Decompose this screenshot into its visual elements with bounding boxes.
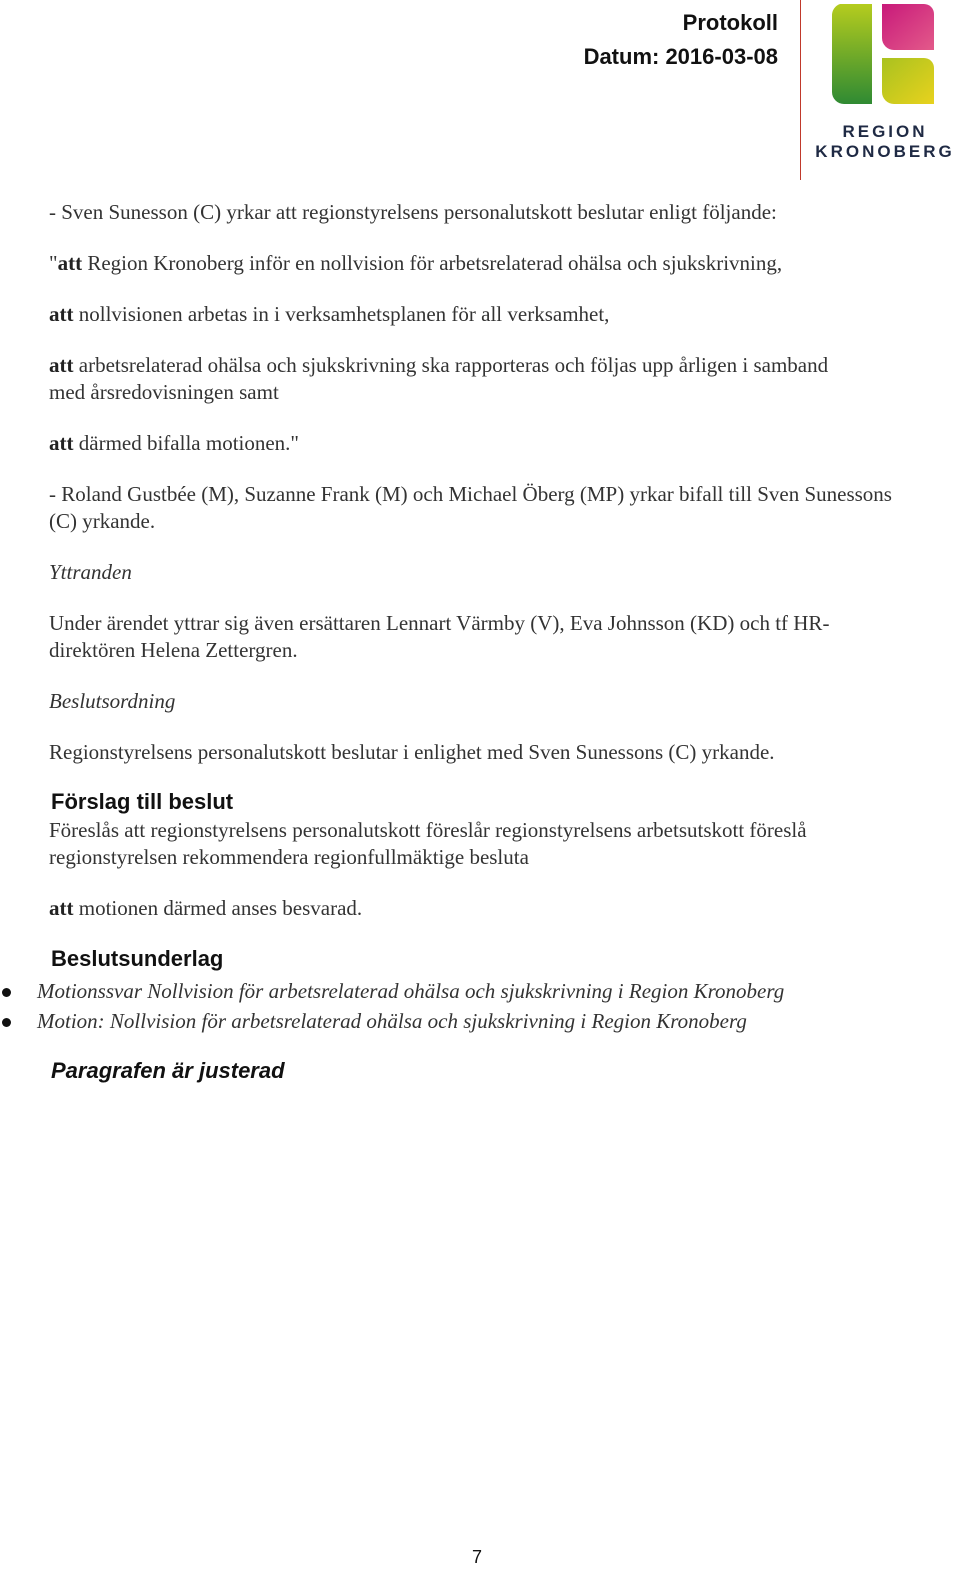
att-keyword: att [49,353,74,377]
bullet-icon [2,988,11,997]
paragraph-yttranden: Under ärendet yttrar sig även ersättaren Lennart Värmby (V), Eva Johnsson (KD) och tf HR-direktören Helena Zettergren. [49,611,830,662]
heading-beslutsunderlag: Beslutsunderlag [51,946,224,971]
beslutsunderlag-list [0,976,900,1036]
document-type: Protokoll [682,10,778,35]
paragraph-justerad: Paragrafen är justerad [51,1058,285,1083]
logo-text-kronoberg: KRONOBERG [815,142,955,161]
paragraph-bifall-yrkande: - Roland Gustbée (M), Suzanne Frank (M) och Michael Öberg (MP) yrkar bifall till Sven Sunessons (C) yrkande. [49,482,892,533]
paragraph-att-verksamhetsplan: att nollvisionen arbetas in i verksamhetsplanen för all verksamhet, [49,302,610,326]
att-keyword: att [49,302,74,326]
heading-beslutsordning: Beslutsordning [49,689,176,713]
att-keyword: att [49,431,74,455]
paragraph-yrkande-sunesson: - Sven Sunesson (C) yrkar att regionstyrelsens personalutskott beslutar enligt följande: [49,200,777,224]
paragraph-att-nollvision: "att Region Kronoberg inför en nollvision för arbetsrelaterad ohälsa och sjukskrivning, [49,251,783,275]
list-item: Motion: Nollvision för arbetsrelaterad ohälsa och sjukskrivning i Region Kronoberg [0,1006,900,1036]
paragraph-att-besvarad: att motionen därmed anses besvarad. [49,896,363,920]
paragraph-beslutsordning: Regionstyrelsens personalutskott beslutar i enlighet med Sven Sunessons (C) yrkande. [49,740,775,764]
paragraph-att-bifalla: att därmed bifalla motionen." [49,431,300,455]
document-header [584,6,778,74]
logo-text-region: REGION [842,122,928,141]
bullet-icon [2,1018,11,1027]
header-divider [800,0,801,180]
paragraph-forslag: Föreslås att regionstyrelsens personalutskott föreslår regionstyrelsens arbetsutskott föreslå regionstyrelsen rekommendera regionfullmäktige besluta [49,818,807,869]
att-keyword: att [57,251,83,275]
att-keyword: att [49,896,74,920]
list-item: Motionssvar Nollvision för arbetsrelaterad ohälsa och sjukskrivning i Region Kronoberg [0,976,900,1006]
region-kronoberg-logo [810,0,960,170]
page-number: 7 [472,1547,483,1567]
heading-forslag-till-beslut: Förslag till beslut [51,789,234,814]
heading-yttranden: Yttranden [49,560,132,584]
paragraph-att-rapportering: att arbetsrelaterad ohälsa och sjukskrivning ska rapporteras och följas upp årligen i samband med årsredovisningen samt [49,353,829,404]
logo-mark-icon [810,0,960,110]
document-date: Datum: 2016-03-08 [583,44,778,69]
